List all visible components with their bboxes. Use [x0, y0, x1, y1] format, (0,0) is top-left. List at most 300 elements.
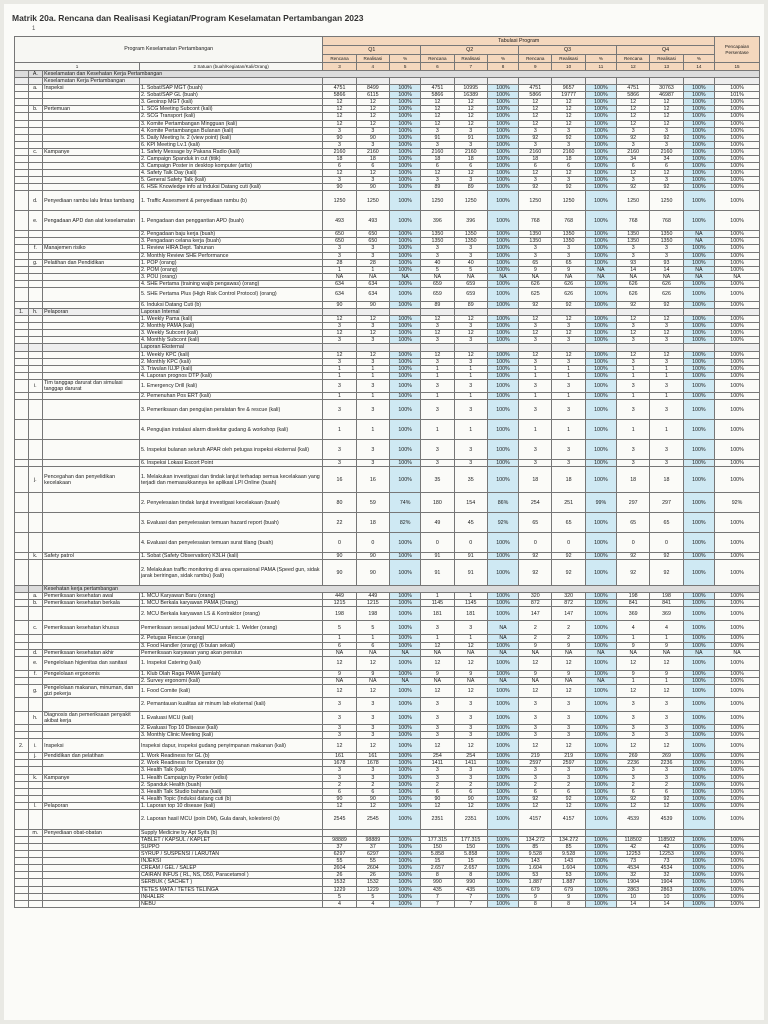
cell-percent: NA — [487, 621, 518, 635]
cell-value: 1350 — [552, 238, 585, 245]
cell-program — [43, 837, 140, 844]
cell-value: 435 — [454, 886, 487, 893]
cell-percent: 100% — [585, 392, 616, 399]
cell-value: 3 — [617, 141, 650, 148]
cell-program — [43, 184, 140, 191]
cell-percent: 100% — [390, 372, 421, 379]
cell-value: 42 — [617, 844, 650, 851]
cell-value: 181 — [421, 607, 454, 621]
cell-letter — [28, 513, 43, 533]
cell-percent: 100% — [585, 141, 616, 148]
cell-letter — [28, 113, 43, 120]
cell-value: 5866 — [323, 92, 356, 99]
cell-value: 9 — [552, 266, 585, 273]
cell-percent: 100% — [390, 287, 421, 301]
cell-value: 1229 — [356, 886, 389, 893]
cell-value: 9 — [519, 642, 552, 649]
cell-value: 3 — [617, 177, 650, 184]
cell-value: 3 — [323, 379, 356, 392]
cell-value: 89 — [421, 301, 454, 308]
cell-value: 143 — [552, 858, 585, 865]
cell-capaian: 100% — [715, 788, 760, 795]
cell-value: 7 — [454, 893, 487, 900]
cell-value: 35 — [421, 467, 454, 493]
cell-program — [43, 99, 140, 106]
cell-value — [519, 309, 552, 316]
cell-percent: 100% — [585, 420, 616, 440]
cell-value: 6 — [356, 642, 389, 649]
cell-value: 12 — [552, 351, 585, 358]
cell-no — [15, 99, 29, 106]
cell-percent: 100% — [487, 553, 518, 560]
cell-program — [43, 851, 140, 858]
cell-satuan — [139, 78, 322, 85]
cell-value: 93 — [650, 259, 683, 266]
cell-percent: 100% — [487, 238, 518, 245]
cell-no — [15, 148, 29, 155]
subheader-pct-q3: % — [585, 55, 616, 63]
cell-satuan: 1. Work Readiness for GL (b) — [139, 753, 322, 760]
cell-value: 3 — [552, 358, 585, 365]
cell-percent: 100% — [390, 788, 421, 795]
cell-satuan: SERBUK ( SACHET ) — [139, 879, 322, 886]
cell-value: 12253 — [617, 851, 650, 858]
cell-value: 3 — [552, 379, 585, 392]
cell-value: 198 — [617, 593, 650, 600]
cell-value: 198 — [356, 607, 389, 621]
cell-value: 768 — [650, 211, 683, 231]
cell-value: 3 — [421, 127, 454, 134]
cell-percent: 100% — [585, 191, 616, 211]
cell-value: 198 — [323, 607, 356, 621]
cell-capaian: 100% — [715, 191, 760, 211]
cell-letter: l. — [28, 802, 43, 809]
cell-value — [650, 829, 683, 836]
cell-value: 90 — [323, 184, 356, 191]
cell-value: 9 — [454, 670, 487, 677]
cell-value: 90 — [356, 560, 389, 586]
cell-satuan: Supply Medicine by Apt Syifa (b) — [139, 829, 322, 836]
cell-value: 73 — [650, 858, 683, 865]
cell-percent: 100% — [683, 788, 714, 795]
cell-no — [15, 301, 29, 308]
cell-value: 3 — [356, 358, 389, 365]
cell-value: 12 — [650, 316, 683, 323]
table-row — [15, 358, 760, 365]
cell-percent: 100% — [487, 148, 518, 155]
cell-value: 3 — [650, 732, 683, 739]
cell-letter — [28, 795, 43, 802]
cell-value: 679 — [552, 886, 585, 893]
cell-value: 634 — [356, 287, 389, 301]
table-row — [15, 621, 760, 635]
cell-satuan: INJEKSI — [139, 858, 322, 865]
cell-percent: 100% — [390, 607, 421, 621]
cell-value: 12 — [552, 316, 585, 323]
cell-percent: 100% — [683, 191, 714, 211]
cell-percent: 100% — [683, 795, 714, 802]
cell-letter — [28, 127, 43, 134]
cell-percent: 100% — [585, 760, 616, 767]
cell-value: 92 — [519, 795, 552, 802]
cell-satuan: 1. Emergency Drill (kali) — [139, 379, 322, 392]
cell-value: 1.887 — [519, 879, 552, 886]
cell-value: 37 — [356, 844, 389, 851]
cell-no — [15, 635, 29, 642]
cell-value: 3 — [356, 337, 389, 344]
cell-satuan: 3. Pemeriksaan dan pengujian peralatan fire & rescue (kali) — [139, 400, 322, 420]
cell-value: 1.604 — [519, 865, 552, 872]
cell-value: 14 — [650, 900, 683, 907]
cell-value: 1 — [421, 365, 454, 372]
cell-value: 12 — [519, 330, 552, 337]
cell-percent: 100% — [585, 330, 616, 337]
cell-value: 3 — [454, 323, 487, 330]
cell-percent: 100% — [683, 781, 714, 788]
cell-percent: 100% — [390, 392, 421, 399]
cell-value: 3 — [356, 767, 389, 774]
cell-percent: 100% — [585, 365, 616, 372]
cell-capaian: 100% — [715, 767, 760, 774]
cell-satuan: 2. Petugas Rescue (orang) — [139, 635, 322, 642]
cell-percent: 100% — [390, 684, 421, 697]
cell-value: 89 — [421, 184, 454, 191]
cell-percent — [487, 309, 518, 316]
cell-value: 1678 — [323, 760, 356, 767]
cell-value — [519, 829, 552, 836]
cell-percent: 100% — [683, 245, 714, 252]
cell-no — [15, 493, 29, 513]
cell-value: 12 — [617, 351, 650, 358]
cell-value — [421, 829, 454, 836]
cell-percent: 100% — [683, 134, 714, 141]
cell-value: 1 — [454, 635, 487, 642]
cell-value — [552, 78, 585, 85]
cell-percent: 100% — [390, 837, 421, 844]
cell-program: Pemeriksaan kesehatan awal — [43, 593, 140, 600]
cell-value: 12 — [617, 330, 650, 337]
cell-capaian: 100% — [715, 420, 760, 440]
cell-capaian: 100% — [715, 266, 760, 273]
cell-value: 3 — [552, 440, 585, 460]
cell-value: 12 — [617, 739, 650, 753]
cell-value: 3 — [323, 732, 356, 739]
cell-value — [421, 78, 454, 85]
cell-value: 297 — [650, 493, 683, 513]
cell-value: 12 — [454, 316, 487, 323]
cell-value: 147 — [552, 607, 585, 621]
cell-percent: 100% — [585, 886, 616, 893]
subheader-rencana-q2: Rencana — [421, 55, 454, 63]
cell-letter: a. — [28, 593, 43, 600]
cell-percent: 100% — [683, 711, 714, 724]
cell-value: 18 — [356, 155, 389, 162]
table-row — [15, 560, 760, 586]
cell-value: 8 — [552, 900, 585, 907]
cell-percent: 100% — [487, 141, 518, 148]
cell-capaian: 100% — [715, 245, 760, 252]
cell-percent: 100% — [683, 316, 714, 323]
cell-value: 3 — [454, 774, 487, 781]
cell-no — [15, 337, 29, 344]
cell-value: 626 — [519, 280, 552, 287]
cell-value: 9 — [617, 670, 650, 677]
cell-value: 92 — [650, 553, 683, 560]
cell-value: 8 — [454, 872, 487, 879]
cell-satuan: Inspeksi dapur, inspeksi gudang penyimpanan makanan (kali) — [139, 739, 322, 753]
cell-satuan: 1. Sobat/SAP MGT (buah) — [139, 85, 322, 92]
cell-capaian: 100% — [715, 365, 760, 372]
cell-value: 12 — [552, 739, 585, 753]
cell-letter — [28, 337, 43, 344]
cell-letter — [28, 607, 43, 621]
cell-value: 3 — [323, 358, 356, 365]
cell-percent: 100% — [683, 155, 714, 162]
cell-value — [454, 344, 487, 351]
cell-capaian: 100% — [715, 774, 760, 781]
cell-percent: 100% — [390, 231, 421, 238]
table-row — [15, 739, 760, 753]
cell-value: 6115 — [356, 92, 389, 99]
cell-no — [15, 245, 29, 252]
cell-value: 1 — [617, 420, 650, 440]
cell-capaian: 100% — [715, 252, 760, 259]
cell-value: 12 — [650, 106, 683, 113]
cell-value: NA — [519, 273, 552, 280]
cell-satuan: 1. MCU Karyawan Baru (orang) — [139, 593, 322, 600]
cell-percent: 100% — [683, 513, 714, 533]
table-row — [15, 697, 760, 711]
cell-value: 3 — [650, 767, 683, 774]
cell-no — [15, 259, 29, 266]
cell-percent: 100% — [487, 732, 518, 739]
cell-letter — [28, 120, 43, 127]
cell-no — [15, 344, 29, 351]
cell-program — [43, 865, 140, 872]
cell-value: 12 — [356, 99, 389, 106]
cell-capaian: 100% — [715, 177, 760, 184]
cell-value: NA — [519, 649, 552, 656]
cell-value: 12 — [617, 316, 650, 323]
cell-percent: 100% — [585, 337, 616, 344]
colnum-14: 14 — [683, 63, 714, 71]
cell-program — [43, 92, 140, 99]
cell-satuan: 4. Laporan prognos DTP (kali) — [139, 372, 322, 379]
table-row — [15, 365, 760, 372]
cell-value: 12 — [323, 113, 356, 120]
cell-value: 4751 — [617, 85, 650, 92]
cell-percent: 100% — [390, 732, 421, 739]
cell-percent — [390, 309, 421, 316]
colnum-10: 10 — [552, 63, 585, 71]
table-row — [15, 273, 760, 280]
cell-value: 0 — [617, 533, 650, 553]
cell-value: NA — [519, 677, 552, 684]
cell-value: 9 — [323, 670, 356, 677]
table-row — [15, 323, 760, 330]
cell-capaian: 100% — [715, 642, 760, 649]
cell-percent: NA — [487, 649, 518, 656]
cell-value: 12 — [454, 99, 487, 106]
cell-value: 12 — [421, 170, 454, 177]
cell-value: 12 — [454, 106, 487, 113]
cell-value: 92 — [617, 134, 650, 141]
cell-percent: 100% — [585, 106, 616, 113]
cell-value: 9.528 — [552, 851, 585, 858]
cell-value: 12 — [650, 739, 683, 753]
cell-percent: 100% — [585, 684, 616, 697]
cell-percent: 100% — [585, 92, 616, 99]
cell-program — [43, 760, 140, 767]
cell-no — [15, 177, 29, 184]
cell-percent: 100% — [390, 141, 421, 148]
cell-value: 3 — [519, 141, 552, 148]
cell-value: 3 — [421, 697, 454, 711]
cell-value: 297 — [617, 493, 650, 513]
cell-program: Penyediaan obat-obatan — [43, 829, 140, 836]
cell-percent: 100% — [390, 725, 421, 732]
cell-value: 4751 — [323, 85, 356, 92]
cell-percent: 100% — [487, 767, 518, 774]
table-row — [15, 148, 760, 155]
cell-capaian: 100% — [715, 593, 760, 600]
cell-value: 2597 — [552, 760, 585, 767]
cell-letter — [28, 99, 43, 106]
cell-value: 1 — [421, 372, 454, 379]
table-row — [15, 191, 760, 211]
cell-percent: 100% — [683, 379, 714, 392]
cell-satuan: 6. KPI Meeting Lv.1 (kali) — [139, 141, 322, 148]
cell-value: 12 — [552, 330, 585, 337]
cell-percent: 100% — [683, 120, 714, 127]
cell-value: 92 — [617, 553, 650, 560]
cell-percent: 100% — [683, 400, 714, 420]
cell-value: NA — [356, 677, 389, 684]
subheader-pct-q4: % — [683, 55, 714, 63]
cell-percent: 100% — [390, 113, 421, 120]
cell-program: Pengadaan APD dan alat keselamatan — [43, 211, 140, 231]
cell-letter — [28, 440, 43, 460]
cell-value: 1.887 — [552, 879, 585, 886]
cell-no — [15, 788, 29, 795]
cell-value: 3 — [650, 127, 683, 134]
cell-value: 369 — [617, 607, 650, 621]
table-row — [15, 851, 760, 858]
cell-value — [552, 344, 585, 351]
cell-percent: 100% — [585, 788, 616, 795]
cell-value: 1 — [617, 635, 650, 642]
cell-value: 3 — [519, 245, 552, 252]
cell-value: 3 — [552, 252, 585, 259]
cell-no — [15, 106, 29, 113]
cell-percent: 100% — [585, 865, 616, 872]
cell-value: 3 — [650, 245, 683, 252]
cell-program: Safety patrol — [43, 553, 140, 560]
cell-value: 3 — [650, 725, 683, 732]
cell-value: 3 — [650, 337, 683, 344]
cell-capaian: 100% — [715, 560, 760, 586]
cell-value: 28 — [356, 259, 389, 266]
cell-percent: 100% — [585, 837, 616, 844]
cell-satuan: 3. POU (orang) — [139, 273, 322, 280]
cell-percent: NA — [390, 649, 421, 656]
cell-capaian: 100% — [715, 358, 760, 365]
cell-value: 12 — [617, 99, 650, 106]
table-row — [15, 809, 760, 829]
cell-value: 12 — [421, 99, 454, 106]
cell-value: 1 — [421, 635, 454, 642]
cell-value: 254 — [421, 753, 454, 760]
cell-percent: 100% — [487, 392, 518, 399]
cell-satuan: NEBU — [139, 900, 322, 907]
colnum-7: 7 — [454, 63, 487, 71]
cell-percent: 100% — [585, 858, 616, 865]
cell-letter — [28, 788, 43, 795]
table-row — [15, 280, 760, 287]
cell-value: NA — [421, 273, 454, 280]
cell-value: 1 — [552, 392, 585, 399]
cell-program — [43, 238, 140, 245]
cell-satuan: Pemeriksaan sesuai jadwal MCU untuk: 1. Welder (orang) — [139, 621, 322, 635]
cell-value: 12 — [323, 330, 356, 337]
cell-value: 3 — [421, 177, 454, 184]
cell-percent: 100% — [585, 301, 616, 308]
cell-percent: 100% — [585, 642, 616, 649]
cell-value: 2597 — [519, 760, 552, 767]
cell-satuan: 1. Melakukan investigasi dan tindak lanjut terhadap semua kecelakaan yang terjadi dan memasukkannya ke aplikasi LPI Online (buah) — [139, 467, 322, 493]
cell-no — [15, 365, 29, 372]
cell-percent: 100% — [487, 774, 518, 781]
cell-value: 65 — [617, 513, 650, 533]
cell-no — [15, 893, 29, 900]
cell-letter — [28, 392, 43, 399]
cell-letter — [28, 351, 43, 358]
cell-value: 6 — [323, 788, 356, 795]
cell-letter — [28, 767, 43, 774]
cell-value: 320 — [519, 593, 552, 600]
cell-percent: 100% — [683, 621, 714, 635]
cell-percent: 100% — [585, 732, 616, 739]
cell-capaian: 100% — [715, 148, 760, 155]
cell-capaian: 100% — [715, 677, 760, 684]
cell-value: 1 — [356, 372, 389, 379]
cell-value: 34 — [650, 155, 683, 162]
cell-value: 12 — [323, 99, 356, 106]
cell-value: 3 — [323, 337, 356, 344]
table-row — [15, 372, 760, 379]
cell-percent: 100% — [585, 287, 616, 301]
cell-value: 16389 — [454, 92, 487, 99]
cell-letter — [28, 78, 43, 85]
cell-satuan: TABLET / KAPSUL / KAPLET — [139, 837, 322, 844]
cell-no — [15, 802, 29, 809]
table-row — [15, 106, 760, 113]
cell-no — [15, 809, 29, 829]
cell-value: 6 — [519, 788, 552, 795]
cell-percent: 100% — [585, 85, 616, 92]
cell-capaian: 100% — [715, 865, 760, 872]
cell-value: 6 — [552, 788, 585, 795]
cell-percent: 100% — [585, 600, 616, 607]
cell-capaian: 100% — [715, 697, 760, 711]
cell-no — [15, 760, 29, 767]
cell-value: 92 — [552, 795, 585, 802]
cell-program — [43, 858, 140, 865]
cell-value: 12 — [323, 739, 356, 753]
cell-value: 2 — [617, 781, 650, 788]
cell-percent: 100% — [390, 259, 421, 266]
cell-value: 180 — [421, 493, 454, 513]
